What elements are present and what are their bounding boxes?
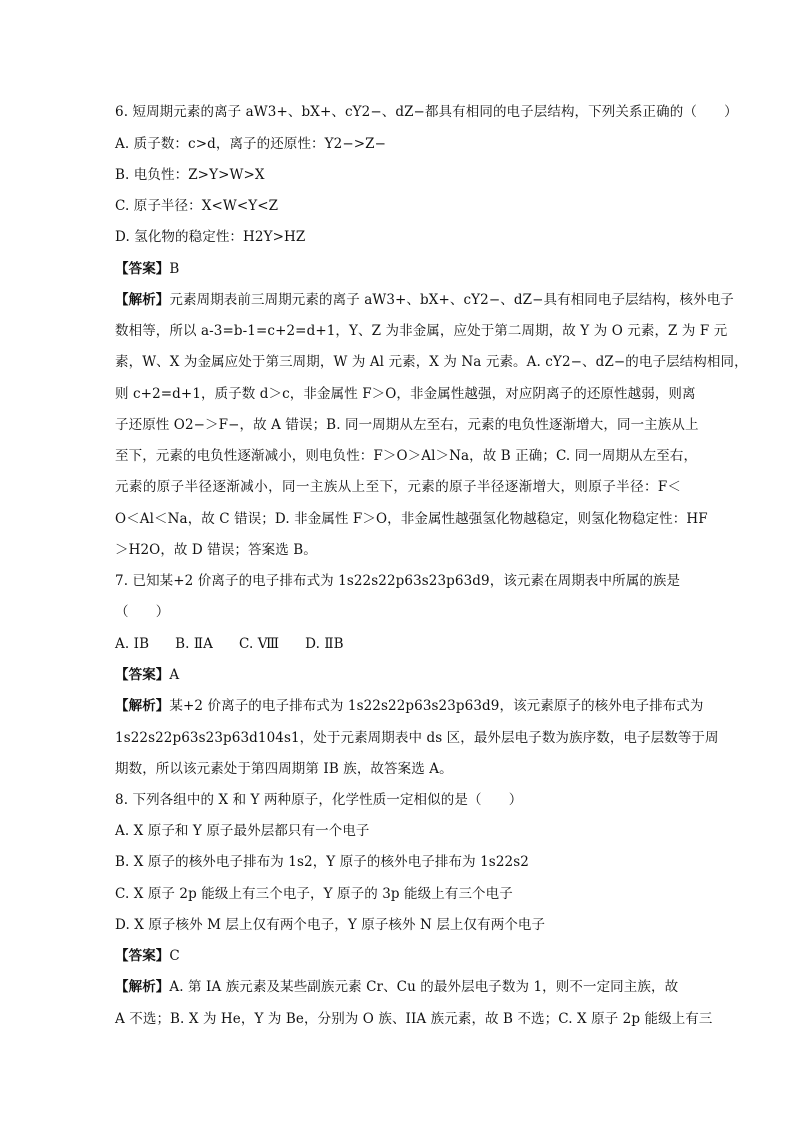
q7-analysis-line: 期数，所以该元素处于第四周期第 IB 族，故答案选 A。 bbox=[115, 761, 453, 777]
q8-answer-value: C bbox=[169, 948, 180, 964]
q8-option-d: D. X 原子核外 M 层上仅有两个电子，Y 原子核外 N 层上仅有两个电子 bbox=[115, 917, 546, 933]
analysis-tag: 【解析】 bbox=[115, 292, 170, 308]
analysis-tag: 【解析】 bbox=[115, 979, 170, 995]
q8-option-a: A. X 原子和 Y 原子最外层都只有一个电子 bbox=[115, 823, 370, 839]
q6-analysis-line: ＞H2O，故 D 错误；答案选 B。 bbox=[115, 542, 317, 558]
q8-stem: 8. 下列各组中的 X 和 Y 两种原子，化学性质一定相似的是（ ） bbox=[115, 792, 523, 808]
q6-analysis-text: 元素周期表前三周期元素的离子 aW3+、bX+、cY2−、dZ−具有相同电子层结构，核外电子 bbox=[169, 292, 734, 308]
q8-option-c: C. X 原子 2p 能级上有三个电子，Y 原子的 3p 能级上有三个电子 bbox=[115, 886, 513, 902]
q6-analysis-line: 子还原性 O2−＞F−，故 A 错误；B. 同一周期从左至右，元素的电负性逐渐增大，同一主族从上 bbox=[115, 417, 699, 433]
q6-analysis-line bbox=[115, 291, 734, 309]
q8-analysis-line bbox=[115, 978, 678, 996]
q6-stem: 6. 短周期元素的离子 aW3+、bX+、cY2−、dZ−都具有相同的电子层结构，下列关系正确的（ ） bbox=[115, 104, 738, 120]
q7-analysis-text: 某+2 价离子的电子排布式为 1s22s22p63s23p63d9，该元素原子的核外电子排布式为 bbox=[169, 698, 704, 714]
q6-answer-value: B bbox=[169, 261, 180, 277]
q7-analysis-line: 1s22s22p63s23p63d104s1，处于元素周期表中 ds 区，最外层电子数为族序数，电子层数等于周 bbox=[115, 730, 719, 746]
q8-analysis-text: A. 第 IA 族元素及某些副族元素 Cr、Cu 的最外层电子数为 1，则不一定同主族，故 bbox=[169, 979, 679, 995]
answer-tag: 【答案】 bbox=[115, 261, 170, 277]
q7-option-b: B. ⅡA bbox=[175, 636, 214, 652]
q6-analysis-line: O＜Al＜Na，故 C 错误；D. 非金属性 F＞O，非金属性越强氢化物越稳定，则氢化物稳定性：HF bbox=[115, 511, 708, 527]
q7-stem: 7. 已知某+2 价离子的电子排布式为 1s22s22p63s23p63d9，该元素在周期表中所属的族是 bbox=[115, 573, 681, 589]
q6-analysis-line: 至下，元素的电负性逐渐减小，则电负性：F＞O＞Al＞Na，故 B 正确；C. 同一周期从左至右， bbox=[115, 448, 698, 464]
q6-analysis-line: 数相等，所以 a-3=b-1=c+2=d+1，Y、Z 为非金属，应处于第二周期，故 Y 为 O 元素，Z 为 F 元 bbox=[115, 323, 728, 339]
q6-option-a: A. 质子数：c>d，离子的还原性：Y2−>Z− bbox=[115, 136, 387, 152]
q7-answer bbox=[115, 666, 179, 684]
answer-tag: 【答案】 bbox=[115, 667, 170, 683]
q7-option-c: C. Ⅷ bbox=[239, 636, 280, 652]
q6-option-c: C. 原子半径：X<W<Y<Z bbox=[115, 198, 279, 214]
q7-option-a: A. ⅠB bbox=[115, 636, 150, 652]
q7-answer-value: A bbox=[169, 667, 180, 683]
q7-options bbox=[115, 635, 344, 653]
q8-analysis-line: A 不选；B. X 为 He，Y 为 Be，分别为 O 族、IIA 族元素，故 B 不选；C. X 原子 2p 能级上有三 bbox=[115, 1011, 713, 1027]
q6-option-b: B. 电负性：Z>Y>W>X bbox=[115, 167, 265, 183]
q7-stem-bracket: （ ） bbox=[115, 604, 170, 620]
q7-analysis-line bbox=[115, 697, 703, 715]
q7-option-d: D. ⅡB bbox=[305, 636, 344, 652]
q8-answer bbox=[115, 947, 180, 965]
analysis-tag: 【解析】 bbox=[115, 698, 170, 714]
q6-analysis-line: 素，W、X 为金属应处于第三周期，W 为 Al 元素，X 为 Na 元素。A. cY2−、dZ−的电子层结构相同， bbox=[115, 354, 748, 370]
q6-answer bbox=[115, 260, 179, 278]
q6-option-d: D. 氢化物的稳定性：H2Y>HZ bbox=[115, 229, 306, 245]
q6-analysis-line: 元素的原子半径逐渐减小，同一主族从上至下，元素的原子半径逐渐增大，则原子半径：F＜ bbox=[115, 479, 681, 495]
answer-tag: 【答案】 bbox=[115, 948, 170, 964]
q6-analysis-line: 则 c+2=d+1，质子数 d＞c，非金属性 F＞O，非金属性越强，对应阴离子的还原性越弱，则离 bbox=[115, 386, 696, 402]
q8-option-b: B. X 原子的核外电子排布为 1s2，Y 原子的核外电子排布为 1s22s2 bbox=[115, 854, 529, 870]
